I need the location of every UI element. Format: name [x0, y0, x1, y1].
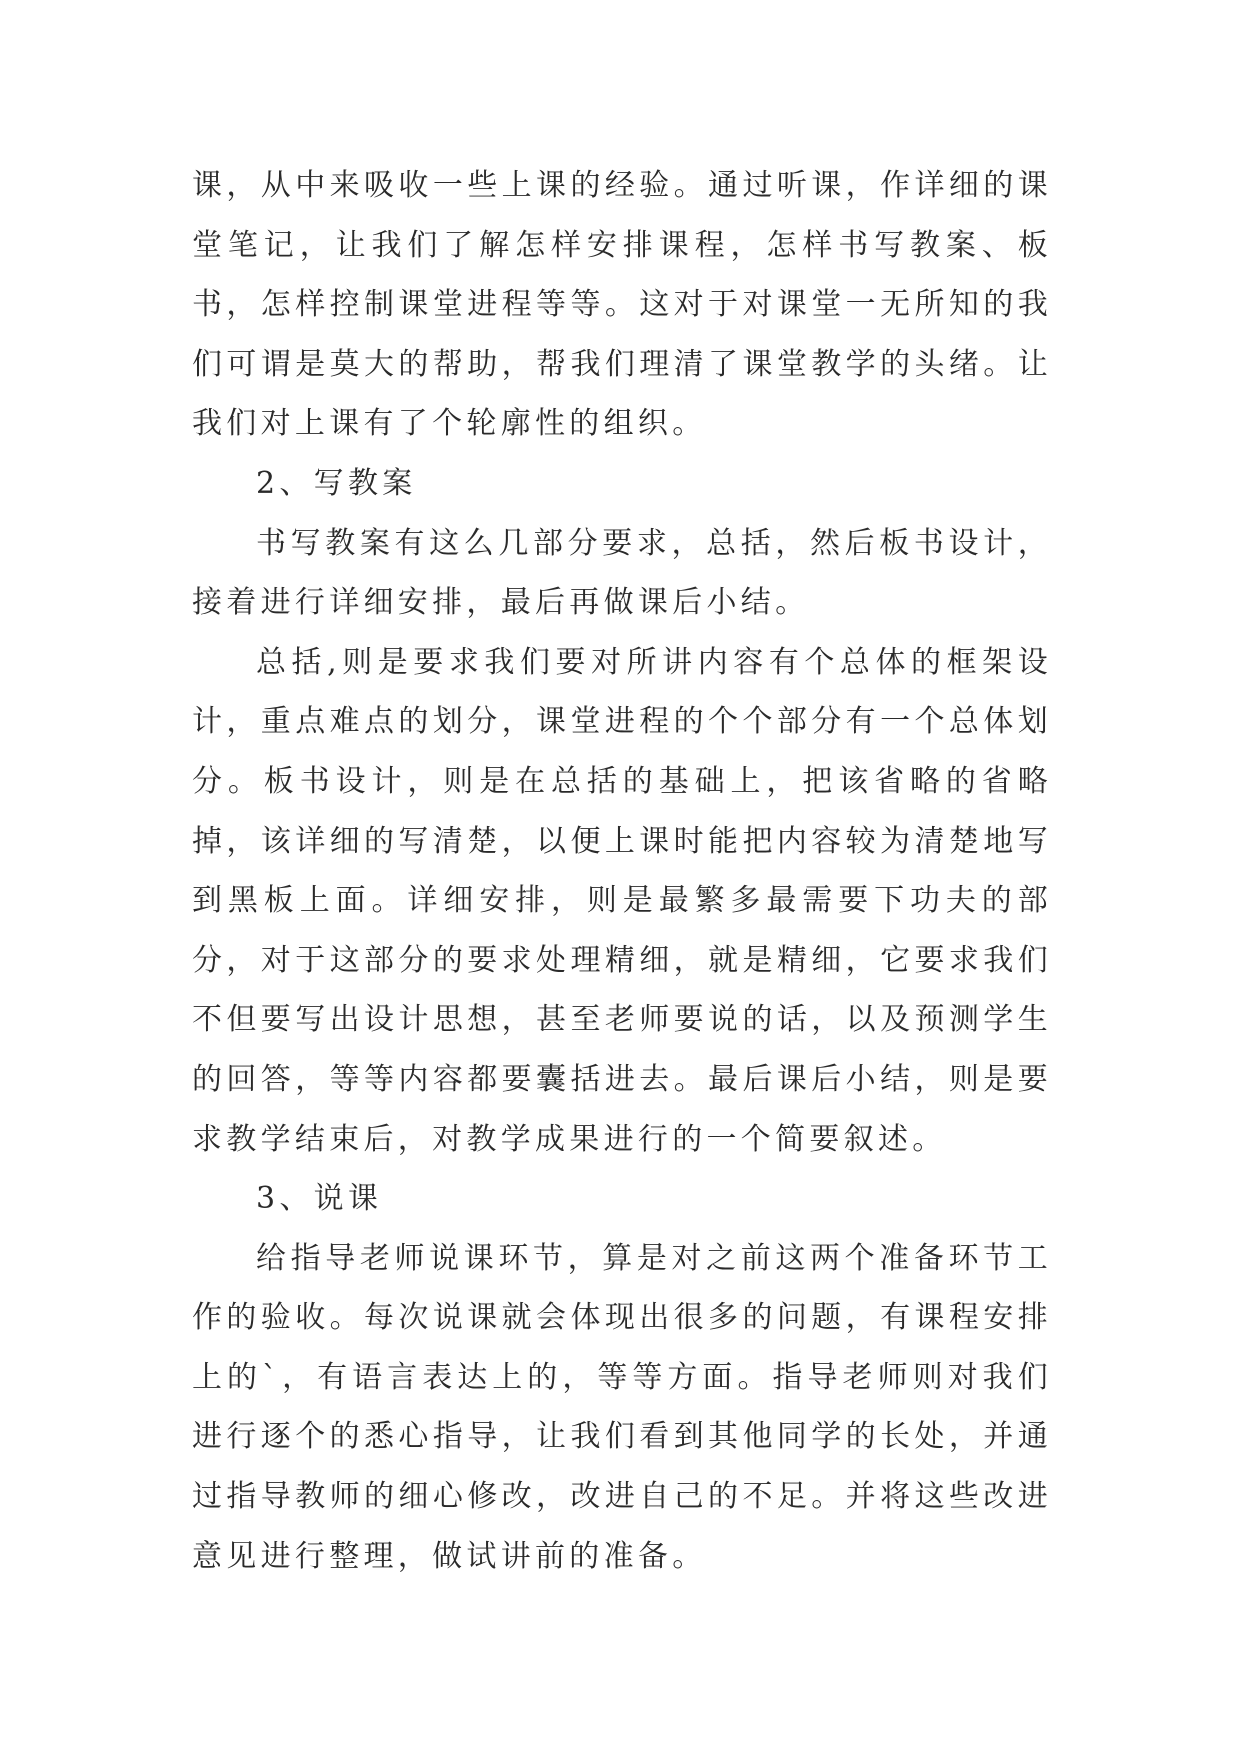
- paragraph-lecture-details: 给指导老师说课环节，算是对之前这两个准备环节工作的验收。每次说课就会体现出很多的问题，有课程安排上的`，有语言表达上的，等等方面。指导老师则对我们进行逐个的悉心指导，让我们看到其他同学的长处，并通过指导教师的细心修改，改进自己的不足。并将这些改进意见进行整理，做试讲前的准备。: [192, 1240, 1052, 1574]
- section-heading-lesson-plan: 2、写教案: [256, 465, 417, 501]
- document-body: [192, 156, 1052, 1586]
- paragraph-lesson-plan-requirements: 书写教案有这么几部分要求，总括，然后板书设计，接着进行详细安排，最后再做课后小结。: [192, 525, 1052, 621]
- section-heading-lecture: 3、说课: [256, 1181, 383, 1217]
- paragraph-lesson-plan-details: 总括,则是要求我们要对所讲内容有个总体的框架设计，重点难点的划分，课堂进程的个个部分有一个总体划分。板书设计，则是在总括的基础上，把该省略的省略掉，该详细的写清楚，以便上课时能把内容较为清楚地写到黑板上面。详细安排，则是最繁多最需要下功夫的部分，对于这部分的要求处理精细，就是精细，它要求我们不但要写出设计思想，甚至老师要说的话，以及预测学生的回答，等等内容都要囊括进去。最后课后小结，则是要求教学结束后，对教学成果进行的一个简要叙述。: [192, 644, 1052, 1157]
- paragraph-listening-summary: 课，从中来吸收一些上课的经验。通过听课，作详细的课堂笔记，让我们了解怎样安排课程，怎样书写教案、板书，怎样控制课堂进程等等。这对于对课堂一无所知的我们可谓是莫大的帮助，帮我们理清了课堂教学的头绪。让我们对上课有了个轮廓性的组织。: [192, 168, 1052, 442]
